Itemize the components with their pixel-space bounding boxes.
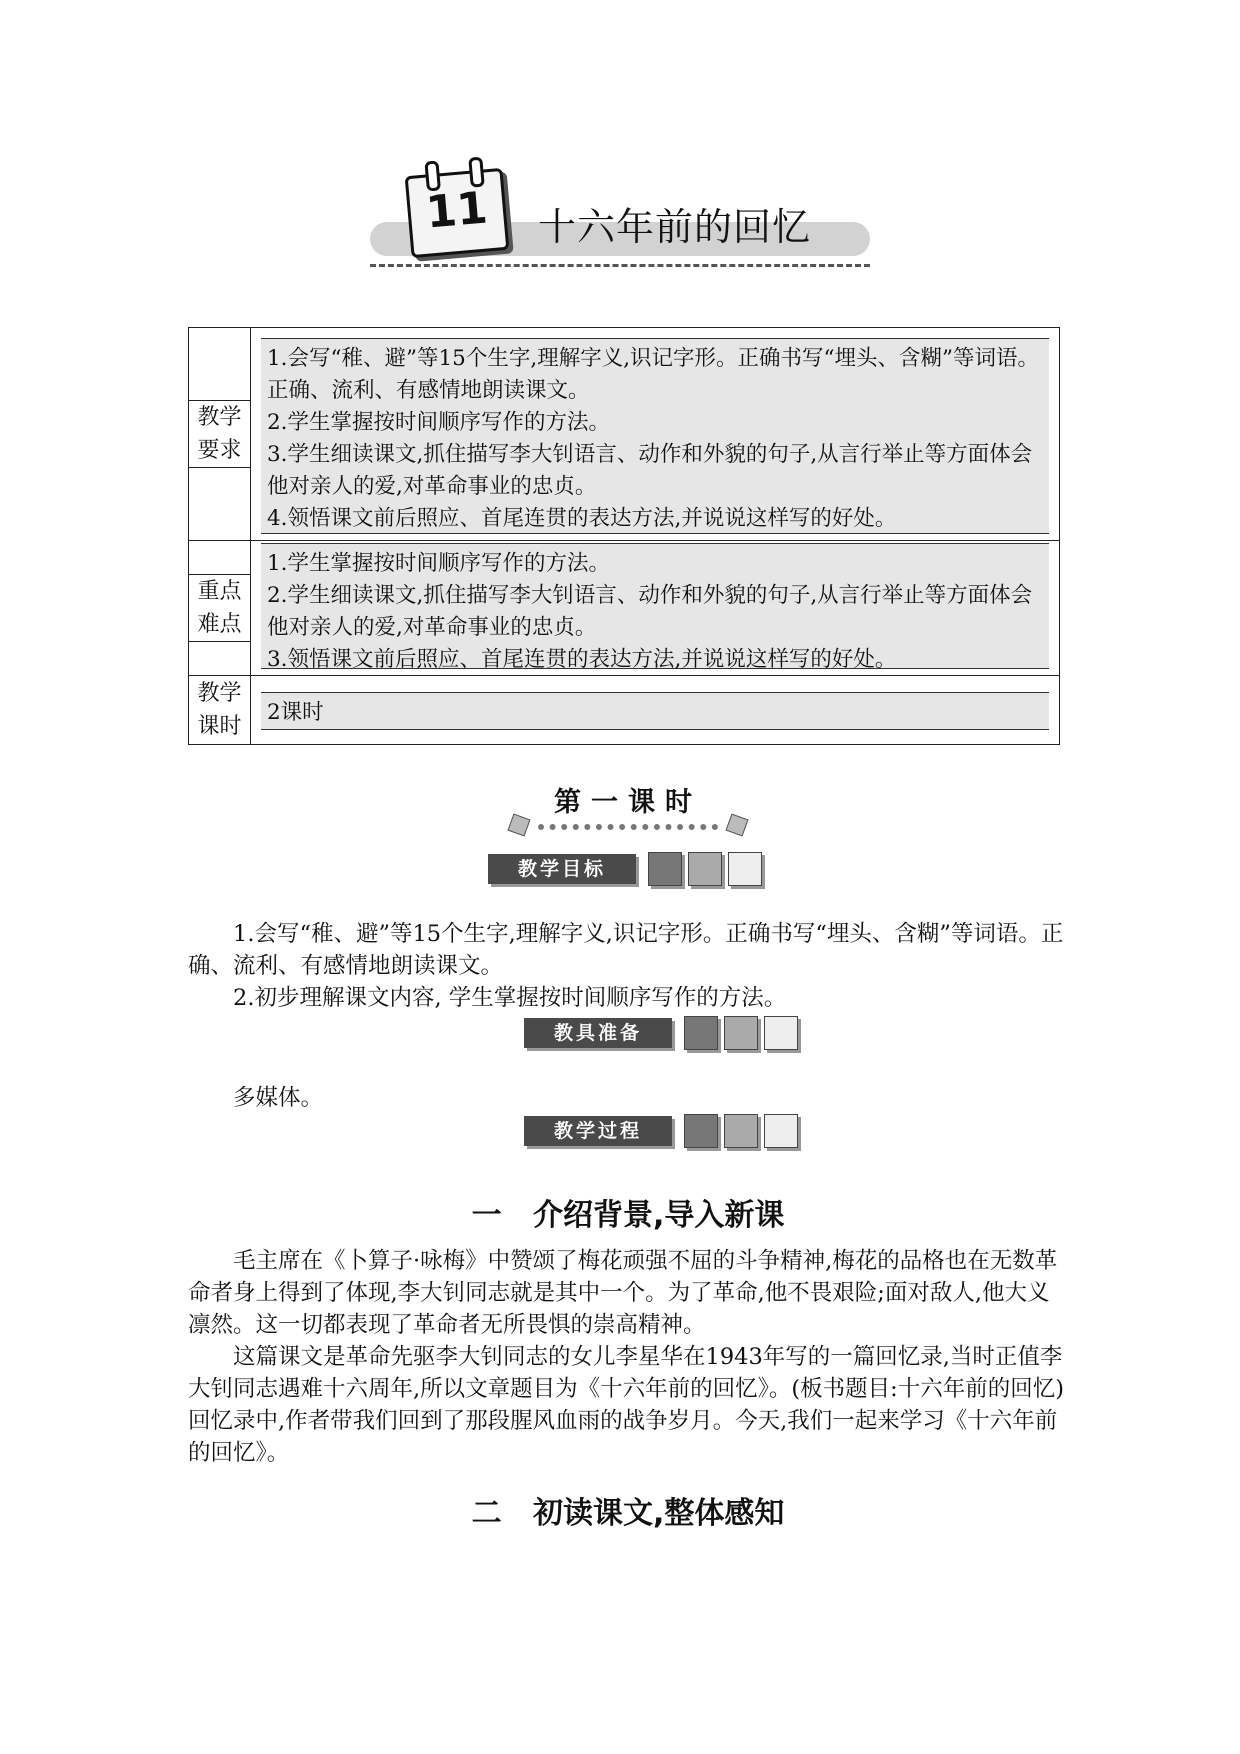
key-points-content [261, 543, 1049, 672]
period-divider [538, 824, 718, 830]
calendar-icon [405, 168, 510, 258]
body-paragraph: 这篇课文是革命先驱李大钊同志的女儿李星华在1943年写的一篇回忆录,当时正值李大钊同志遇难十六周年,所以文章题目为《十六年前的回忆》。(板书题目:十六年前的回忆)回忆录中,作者带我们回到了那段腥风血雨的战争岁月。今天,我们一起来学习《十六年前的回忆》。 [188, 1344, 1065, 1466]
requirement-item: 2.学生掌握按时间顺序写作的方法。 [267, 410, 611, 435]
square-icon [764, 1114, 798, 1148]
square-icon [728, 852, 762, 886]
label-line: 难点 [197, 612, 242, 637]
key-points-label [189, 541, 251, 675]
hours-label [189, 676, 251, 744]
lesson-number: 11 [424, 182, 490, 239]
requirements-content [261, 338, 1049, 534]
period-heading [508, 780, 748, 836]
header-divider [370, 264, 870, 267]
square-icon [724, 1114, 758, 1148]
key-points-row [189, 541, 1059, 676]
label-line: 重点 [197, 579, 242, 604]
key-points-label-box [189, 574, 250, 642]
square-icon [648, 852, 682, 886]
hours-content [261, 692, 1049, 730]
lesson-title: 十六年前的回忆 [538, 205, 812, 249]
hours-row [189, 676, 1059, 744]
info-table [188, 327, 1060, 745]
lesson-header [360, 160, 880, 270]
objectives-tag [488, 852, 762, 886]
label-line: 教学 [197, 681, 242, 706]
section-heading: 二 初读课文,整体感知 [471, 1496, 785, 1531]
requirements-row [189, 328, 1059, 541]
section-heading: 一 介绍背景,导入新课 [471, 1198, 785, 1233]
key-point-item: 1.学生掌握按时间顺序写作的方法。 [267, 551, 611, 576]
square-icon [684, 1016, 718, 1050]
square-icon [688, 852, 722, 886]
requirement-item: 1.会写“稚、避”等15个生字,理解字义,识记字形。正确书写“埋头、含糊”等词语。正确、流利、有感情地朗读课文。 [267, 346, 1040, 403]
key-point-item: 3.领悟课文前后照应、首尾连贯的表达方法,并说说这样写的好处。 [267, 647, 897, 672]
requirements-label [189, 328, 251, 540]
materials-text: 多媒体。 [233, 1085, 324, 1111]
materials-tag-label: 教具准备 [524, 1018, 672, 1048]
requirement-item: 3.学生细读课文,抓住描写李大钊语言、动作和外貌的句子,从言行举止等方面体会他对亲人的爱,对革命事业的忠贞。 [267, 442, 1033, 499]
label-line: 要求 [197, 438, 242, 463]
objective-item: 1.会写“稚、避”等15个生字,理解字义,识记字形。正确书写“埋头、含糊”等词语。正确、流利、有感情地朗读课文。 [188, 921, 1064, 979]
process-tag [524, 1114, 798, 1148]
requirement-item: 4.领悟课文前后照应、首尾连贯的表达方法,并说说这样写的好处。 [267, 506, 897, 531]
period-title: 第一课时 [554, 787, 702, 818]
body-paragraph: 毛主席在《卜算子·咏梅》中赞颂了梅花顽强不屈的斗争精神,梅花的品格也在无数革命者身上得到了体现,李大钊同志就是其中一个。为了革命,他不畏艰险;面对敌人,他大义凛然。这一切都表现了革命者无所畏惧的崇高精神。 [188, 1248, 1058, 1338]
label-line: 课时 [197, 714, 242, 739]
square-icon [764, 1016, 798, 1050]
process-tag-label: 教学过程 [524, 1116, 672, 1146]
objectives-tag-label: 教学目标 [488, 854, 636, 884]
key-point-item: 2.学生细读课文,抓住描写李大钊语言、动作和外貌的句子,从言行举止等方面体会他对亲人的爱,对革命事业的忠贞。 [267, 583, 1033, 640]
materials-tag [524, 1016, 798, 1050]
label-line: 教学 [197, 405, 242, 430]
square-icon [684, 1114, 718, 1148]
objective-item: 2.初步理解课文内容, 学生掌握按时间顺序写作的方法。 [233, 985, 787, 1011]
hours-value: 2课时 [267, 700, 324, 725]
square-icon [724, 1016, 758, 1050]
requirements-label-box [189, 400, 250, 468]
